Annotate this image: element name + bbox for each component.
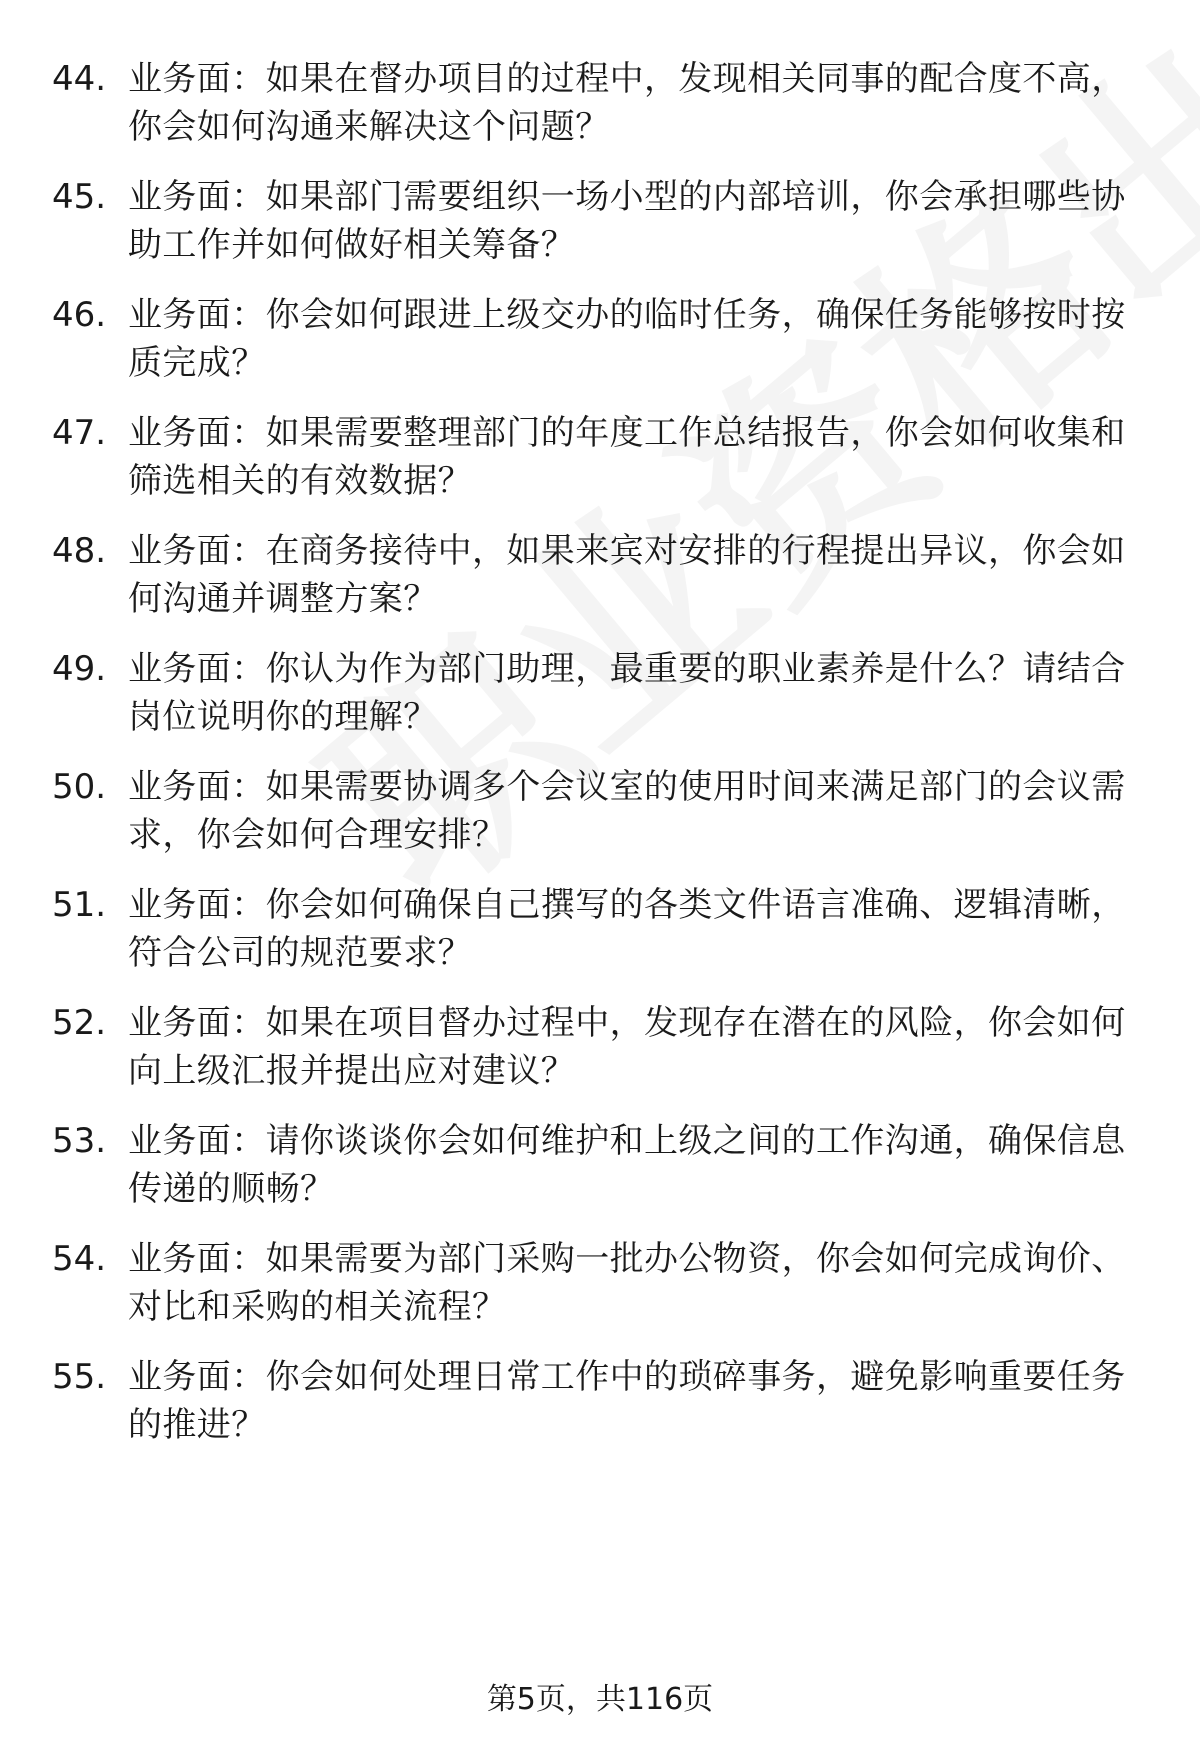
question-number: 55.: [52, 1357, 107, 1397]
question-number: 54.: [52, 1239, 107, 1279]
question-text: 业务面：你认为作为部门助理，最重要的职业素养是什么？请结合岗位说明你的理解？: [128, 649, 1126, 737]
question-text: 业务面：你会如何跟进上级交办的临时任务，确保任务能够按时按质完成？: [128, 295, 1126, 383]
question-text: 业务面：如果需要整理部门的年度工作总结报告，你会如何收集和筛选相关的有效数据？: [128, 413, 1126, 501]
question-text: 业务面：如果在督办项目的过程中，发现相关同事的配合度不高，你会如何沟通来解决这个问题？: [128, 59, 1126, 147]
question-text: 业务面：你会如何确保自己撰写的各类文件语言准确、逻辑清晰，符合公司的规范要求？: [128, 885, 1126, 973]
question-number: 52.: [52, 1003, 107, 1043]
page-footer: 第5页，共116页: [486, 1682, 714, 1717]
question-number: 51.: [52, 885, 107, 925]
question-number: 45.: [52, 177, 107, 217]
question-text: 业务面：在商务接待中，如果来宾对安排的行程提出异议，你会如何沟通并调整方案？: [128, 531, 1126, 619]
question-number: 47.: [52, 413, 107, 453]
question-number: 44.: [52, 59, 107, 99]
question-text: 业务面：如果在项目督办过程中，发现存在潜在的风险，你会如何向上级汇报并提出应对建议？: [128, 1003, 1126, 1091]
question-text: 业务面：如果需要为部门采购一批办公物资，你会如何完成询价、对比和采购的相关流程？: [128, 1239, 1126, 1327]
question-text: 业务面：你会如何处理日常工作中的琐碎事务，避免影响重要任务的推进？: [128, 1357, 1126, 1445]
question-number: 46.: [52, 295, 107, 335]
question-number: 53.: [52, 1121, 107, 1161]
question-text: 业务面：如果部门需要组织一场小型的内部培训，你会承担哪些协助工作并如何做好相关筹备？: [128, 177, 1126, 265]
question-number: 48.: [52, 531, 107, 571]
question-text: 业务面：请你谈谈你会如何维护和上级之间的工作沟通，确保信息传递的顺畅？: [128, 1121, 1126, 1209]
question-number: 50.: [52, 767, 107, 807]
question-number: 49.: [52, 649, 107, 689]
question-text: 业务面：如果需要协调多个会议室的使用时间来满足部门的会议需求，你会如何合理安排？: [128, 767, 1126, 855]
